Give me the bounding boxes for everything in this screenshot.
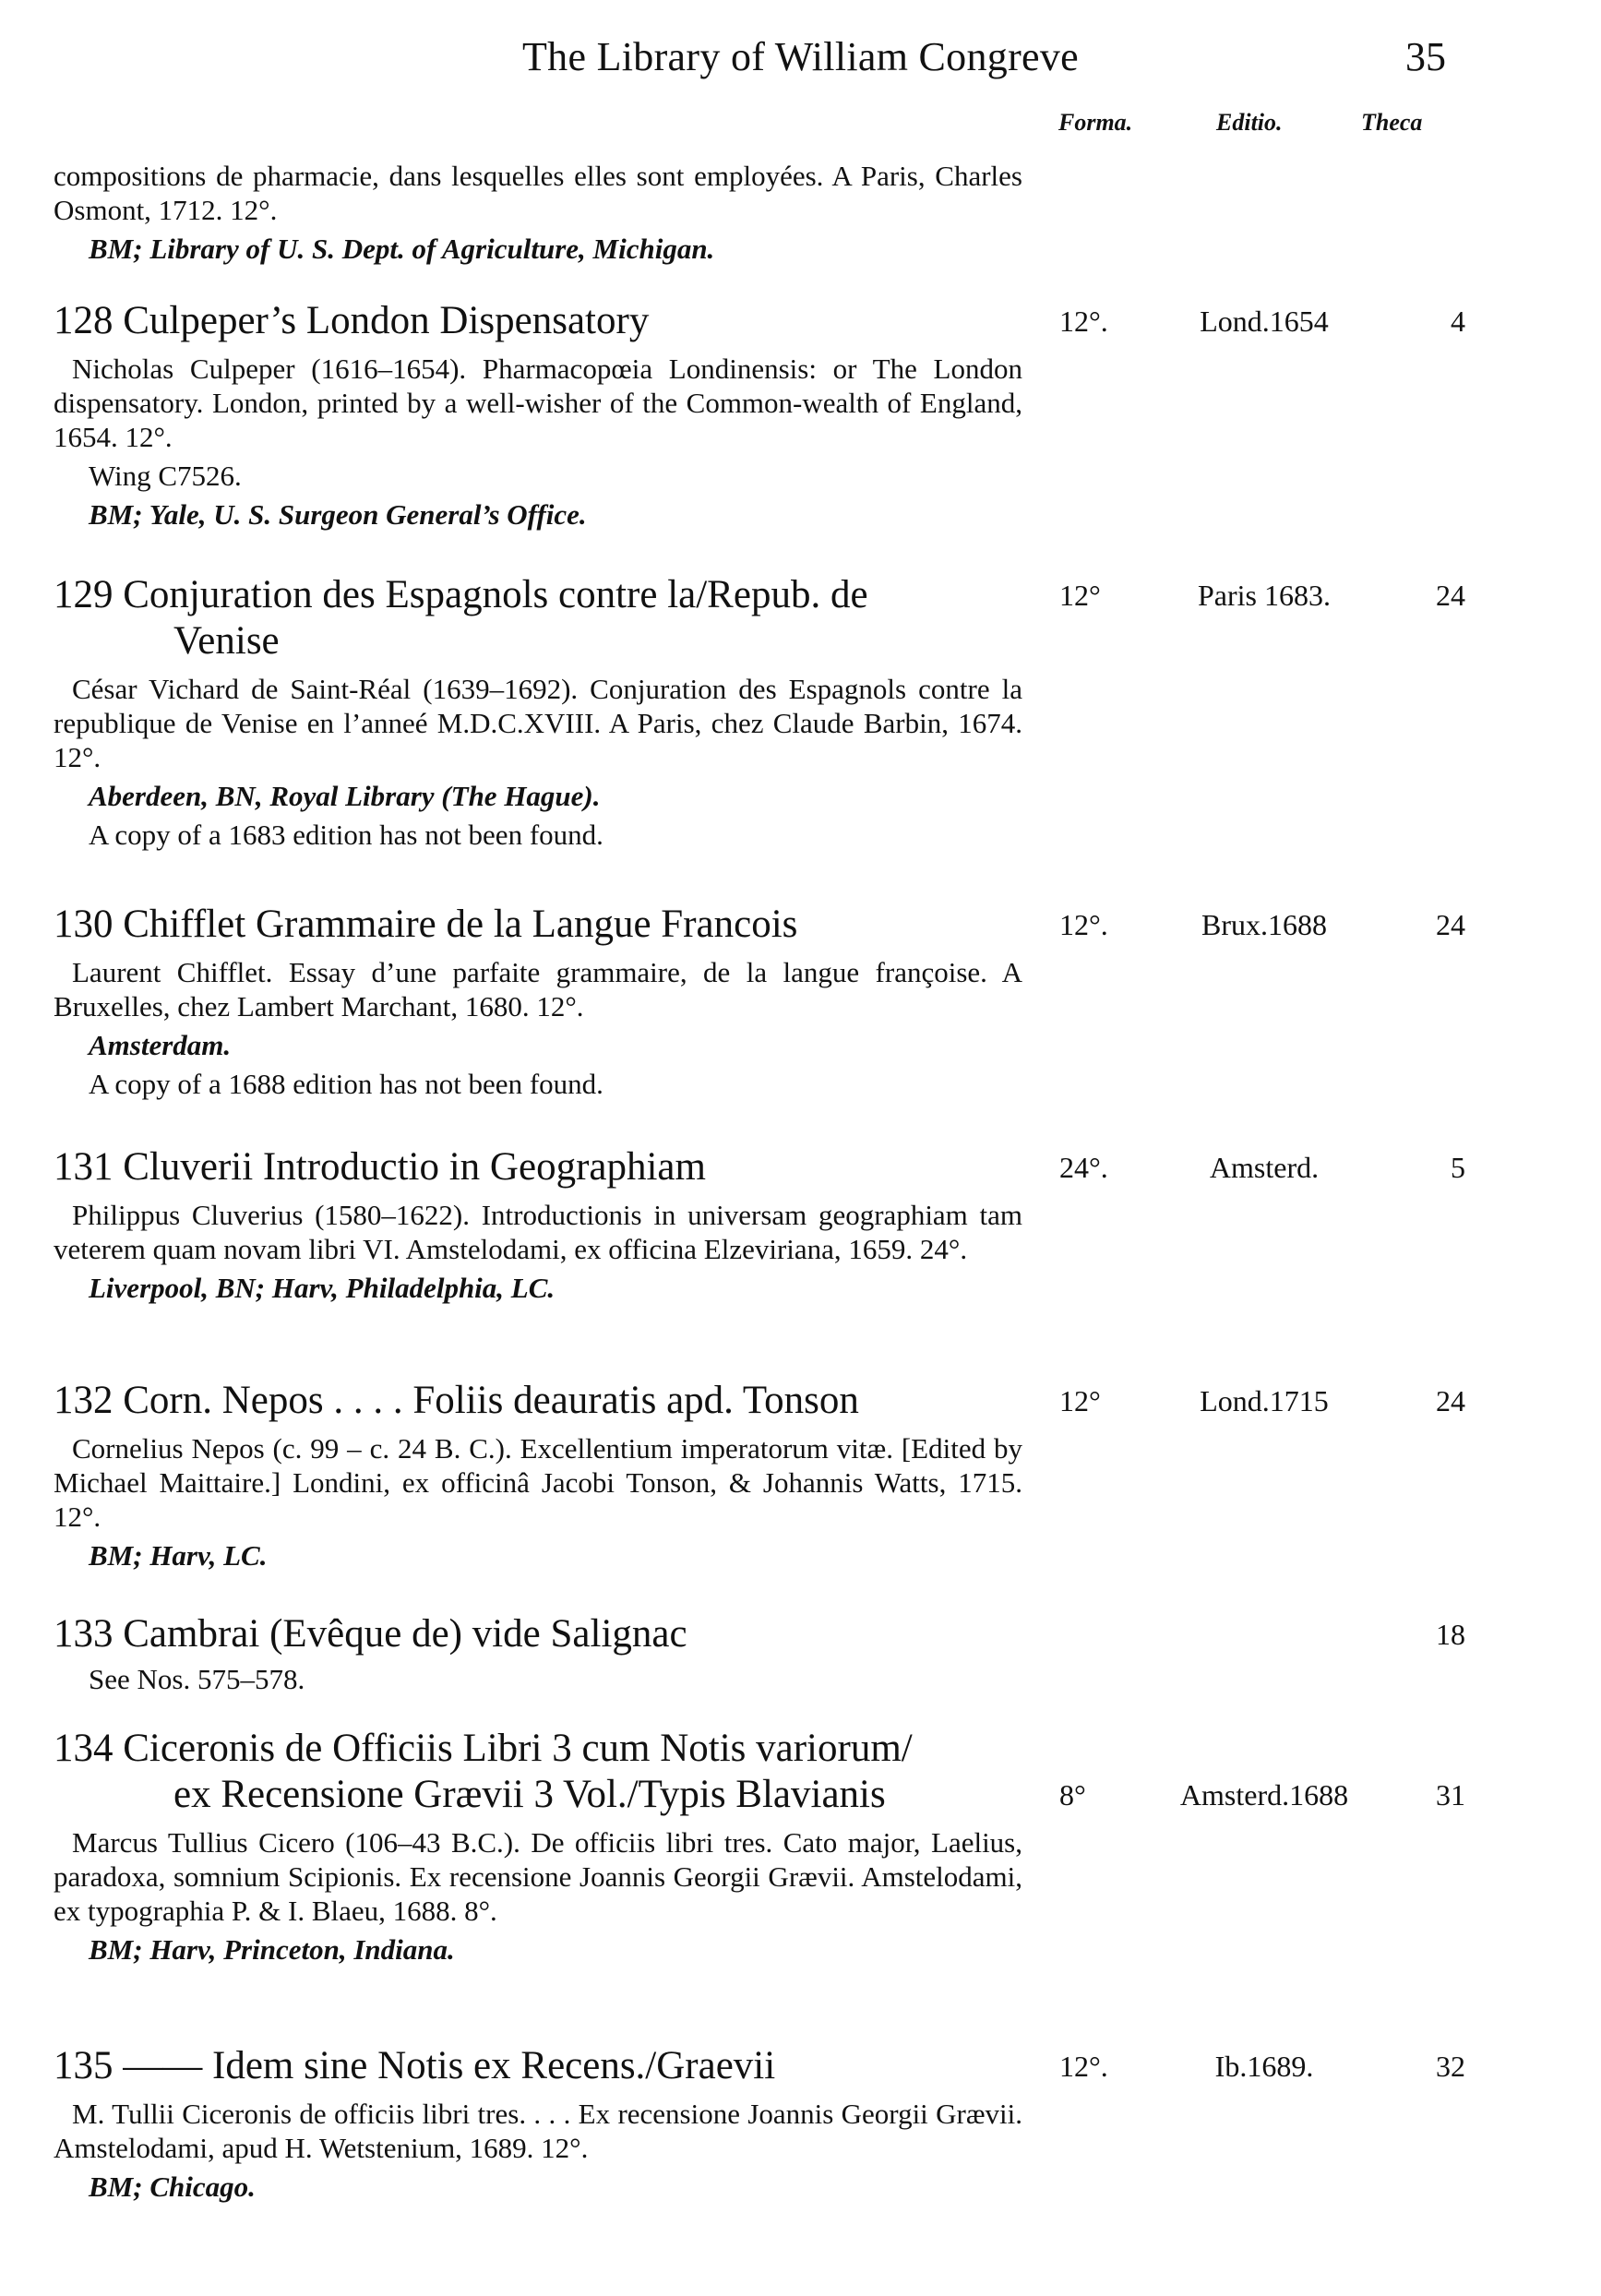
entry-theca: 18 [1436, 1618, 1465, 1651]
entry-theca: 31 [1436, 1778, 1465, 1812]
entry-forma: 12°. [1059, 2050, 1108, 2083]
entry-heading [54, 1144, 1022, 1190]
entry-number: 134 [54, 1727, 114, 1770]
entry-reference: Wing C7526. [89, 460, 242, 492]
entry-title: Cluverii Introductio in Geographiam [123, 1145, 706, 1189]
entry-description: compositions de pharmacie, dans lesquelles elles sont employées. A Paris, Charles Osmont, 1712. 12°. [54, 160, 1022, 226]
entry-theca: 24 [1436, 908, 1465, 941]
entry-locations: BM; Harv, Princeton, Indiana. [89, 1933, 455, 1966]
entry-title-continued: ex Recensione Grævii 3 Vol./Typis Blavianis [173, 1773, 886, 1816]
entry-cross-reference: See Nos. 575–578. [89, 1663, 305, 1695]
entry-number: 128 [54, 299, 114, 342]
entry-forma: 12°. [1059, 908, 1108, 941]
entry-editio: Paris 1683. [1198, 579, 1331, 612]
entry-editio: Brux.1688 [1201, 908, 1327, 941]
entry-description: Cornelius Nepos (c. 99 – c. 24 B. C.). Excellentium imperatorum vitæ. [Edited by Michael Maittaire.] Londini, ex officinâ Jacobi Tonson, & Johannis Watts, 1715. 12°. [54, 1432, 1022, 1533]
catalogue-entry [54, 902, 1465, 1101]
entry-description: Marcus Tullius Cicero (106–43 B.C.). De officiis libri tres. Cato major, Laelius, paradoxa, somnium Scipionis. Ex recensione Joannis Georgii Grævii. Amstelodami, ex typographia P. & I. Blaeu, 1688. 8°. [54, 1826, 1022, 1927]
entry-number: 129 [54, 573, 114, 616]
entry-theca: 24 [1436, 579, 1465, 612]
catalogue-entry [54, 1611, 1465, 1696]
entry-theca: 24 [1436, 1384, 1465, 1417]
catalogue-entry [54, 572, 1465, 852]
entry-heading [54, 902, 1022, 948]
entry-locations: Amsterdam. [89, 1029, 232, 1061]
entry-locations: BM; Library of U. S. Dept. of Agriculture, Michigan. [89, 233, 715, 265]
entry-description: Philippus Cluverius (1580–1622). Introductionis in universam geographiam tam veterem quam novam libri VI. Amstelodami, ex officina Elzeviriana, 1659. 24°. [54, 1199, 1022, 1265]
entry-title: Corn. Nepos . . . . Foliis deauratis apd. Tonson [123, 1379, 859, 1422]
entry-number: 131 [54, 1145, 114, 1189]
entry-locations: Aberdeen, BN, Royal Library (The Hague). [89, 780, 601, 812]
entry-title: Cambrai (Evêque de) vide Salignac [123, 1612, 687, 1656]
entry-description: Nicholas Culpeper (1616–1654). Pharmacopœia Londinensis: or The London dispensatory. London, printed by a well-wisher of the Common-wealth of England, 1654. 12°. [54, 353, 1022, 453]
entry-continuation [54, 159, 1022, 266]
entry-theca: 4 [1451, 305, 1465, 338]
entry-locations: BM; Yale, U. S. Surgeon General’s Office. [89, 498, 587, 531]
catalogue-entry [54, 2043, 1465, 2204]
entry-number: 130 [54, 903, 114, 946]
entry-number: 133 [54, 1612, 114, 1656]
entry-heading [54, 1611, 1022, 1657]
page-number: 35 [1405, 34, 1446, 79]
entry-forma: 8° [1059, 1778, 1086, 1812]
catalogue-entry [54, 1726, 1465, 1967]
entry-heading [54, 2043, 1022, 2089]
entry-heading [54, 298, 1022, 344]
entry-heading [54, 1378, 1022, 1424]
entry-theca: 32 [1436, 2050, 1465, 2083]
entry-number: 135 [54, 2044, 114, 2087]
entry-editio: Amsterd.1688 [1179, 1778, 1349, 1812]
column-header-theca: Theca [1361, 109, 1423, 136]
entry-locations: BM; Harv, LC. [89, 1539, 268, 1572]
entry-heading [54, 572, 1022, 618]
entry-description: Laurent Chifflet. Essay d’une parfaite grammaire, de la langue françoise. A Bruxelles, chez Lambert Marchant, 1680. 12°. [54, 956, 1022, 1022]
entry-number: 132 [54, 1379, 114, 1422]
entry-forma: 12° [1059, 579, 1101, 612]
running-title: The Library of William Congreve [522, 34, 1079, 79]
entry-forma: 12° [1059, 1384, 1101, 1417]
entry-title-continued: Venise [173, 619, 280, 663]
entry-editio: Amsterd. [1209, 1151, 1320, 1184]
entry-note: A copy of a 1683 edition has not been found. [89, 819, 603, 851]
entry-editio: Ib.1689. [1214, 2050, 1314, 2083]
entry-forma: 12°. [1059, 305, 1108, 338]
column-header-forma: Forma. [1058, 109, 1133, 136]
entry-title: Ciceronis de Officiis Libri 3 cum Notis variorum/ [123, 1727, 913, 1770]
entry-editio: Lond.1715 [1200, 1384, 1329, 1417]
entry-title: Culpeper’s London Dispensatory [123, 299, 650, 342]
entry-title: Conjuration des Espagnols contre la/Repub. de [123, 573, 868, 616]
entry-description: M. Tullii Ciceronis de officiis libri tres. . . . Ex recensione Joannis Georgii Grævii. Amstelodami, apud H. Wetstenium, 1689. 12°. [54, 2098, 1022, 2164]
catalogue-entry [54, 1144, 1465, 1305]
entry-locations: Liverpool, BN; Harv, Philadelphia, LC. [89, 1272, 556, 1304]
entry-theca: 5 [1451, 1151, 1465, 1184]
entry-heading [54, 1726, 1022, 1772]
entry-description: César Vichard de Saint-Réal (1639–1692). Conjuration des Espagnols contre la republique de Venise en l’anneé M.D.C.XVIII. A Paris, chez Claude Barbin, 1674. 12°. [54, 673, 1022, 773]
entry-title: —— Idem sine Notis ex Recens./Graevii [123, 2044, 776, 2087]
catalogue-entry [54, 298, 1465, 532]
catalogue-entry [54, 1378, 1465, 1573]
entry-forma: 24°. [1059, 1151, 1108, 1184]
entry-title: Chifflet Grammaire de la Langue Francois [123, 903, 798, 946]
entry-note: A copy of a 1688 edition has not been found. [89, 1068, 603, 1100]
entry-locations: BM; Chicago. [89, 2170, 256, 2203]
column-header-editio: Editio. [1216, 109, 1283, 136]
entry-editio: Lond.1654 [1200, 305, 1329, 338]
